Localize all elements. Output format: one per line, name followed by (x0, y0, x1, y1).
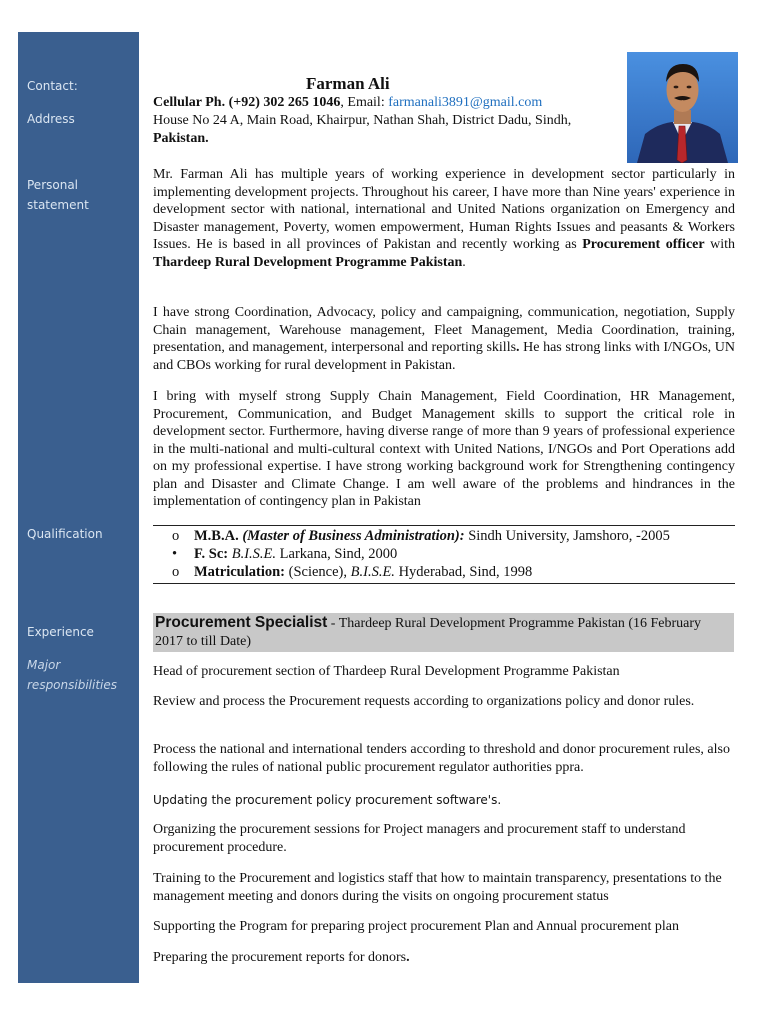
sidebar-experience-label: Experience (27, 625, 94, 639)
bullet-icon: o (172, 564, 180, 580)
statement-p2-dot: . (516, 340, 520, 355)
profile-photo (627, 52, 738, 163)
responsibility-item: Supporting the Program for preparing project procurement Plan and Annual procurement plan (153, 919, 680, 934)
responsibility-last-dot: . (406, 950, 410, 965)
email-label: , Email: (340, 95, 389, 110)
sidebar-qualification-label: Qualification (27, 527, 103, 541)
address-country: Pakistan. (153, 130, 209, 146)
statement-paragraph-3: I bring with myself strong Supply Chain Management, Field Coordination, HR Management, Procurement, Communication, and Budget Management skills to support the critical role in development sector. Furthermore, having diverse range of more than 9 years of professional experience in the multi-national and multi-cultural context with United Nations, I/NGOs and Port Operations add on my professional expertise. I have strong working background work for Strengthening contingency plan and Disaster and Climate Change. I am well aware of the problems and hindrances in the implementation of contingency plan in Pakistan (153, 389, 735, 509)
responsibility-item: Organizing the procurement sessions for Project managers and procurement staff to understand procurement procedure. (153, 822, 686, 855)
responsibility-item: Head of procurement section of Thardeep Rural Development Programme Pakistan (153, 664, 620, 679)
statement-p2-text: I have strong Coordination, Advocacy, policy and campaigning, communication, negotiation, Supply Chain management, Warehouse management, Fleet Management, Media Coordination, training, presentation, and management, interpersonal and reporting skills (153, 305, 735, 355)
qualification-detail-pre: (Science), (285, 564, 351, 580)
statement-p1-with: with (704, 237, 736, 252)
responsibility-item: Training to the Procurement and logistics staff that how to maintain transparency, presentations to the management meeting and donors during the visits on ongoing procurement status (153, 871, 722, 904)
sidebar-address-label: Address (27, 112, 75, 126)
bullet-icon: o (172, 528, 180, 544)
qualification-detail-italic: (Master of Business Administration): (238, 528, 465, 544)
statement-paragraph-1 (153, 166, 735, 271)
statement-p1-end: . (462, 254, 466, 270)
email-link[interactable]: farmanali3891@gmail.com (388, 95, 543, 110)
address-block (153, 112, 623, 147)
bullet-icon: • (172, 546, 178, 562)
qualification-degree: F. Sc: (194, 546, 229, 562)
statement-paragraph-2 (153, 304, 735, 374)
phone: Cellular Ph. (+92) 302 265 1046 (153, 95, 341, 110)
qualification-item (172, 527, 670, 545)
statement-p2-links: He has strong links with I/NGOs, UN and CBOs working for rural development in Pakistan. (153, 340, 735, 373)
address-line: House No 24 A, Main Road, Khairpur, Nathan Shah, District Dadu, Sindh, (153, 113, 572, 128)
qualification-top-rule (153, 525, 735, 526)
responsibility-item (153, 949, 735, 967)
qualification-detail: Sindh University, Jamshoro, -2005 (464, 528, 670, 544)
qualification-detail: Hyderabad, Sind, 1998 (394, 564, 533, 580)
candidate-name: Farman Ali (306, 74, 390, 93)
responsibility-last-text: Preparing the procurement reports for donors (153, 950, 407, 965)
qualification-detail-italic: B.I.S.E. (350, 564, 395, 580)
sidebar-contact-label: Contact: (27, 79, 78, 93)
qualification-degree: M.B.A. (194, 528, 239, 544)
qualification-bottom-rule (153, 583, 735, 584)
qualification-degree: Matriculation: (194, 564, 286, 580)
responsibility-item: Review and process the Procurement requests according to organizations policy and donor rules. (153, 694, 695, 709)
qualification-detail: Larkana, Sind, 2000 (276, 546, 398, 562)
job-org-dates: - Thardeep Rural Development Programme Pakistan (16 February 2017 to till Date) (155, 616, 702, 649)
sidebar-major-responsibilities-label: Major responsibilities (27, 658, 118, 692)
statement-p1-org: Thardeep Rural Development Programme Pakistan (153, 254, 463, 270)
responsibility-item: Updating the procurement policy procurement software's. (153, 793, 502, 807)
statement-p1-text: Mr. Farman Ali has multiple years of working experience in development sector particularly in implementing development projects. Throughout his career, I have more than Nine years' experience in development sector with national, international and United Nations organization on Emergency and Disaster management, Poverty, women empowerment, Human Rights Issues and peasants & Workers Issues. He is based in all provinces of Pakistan and recently working as (153, 167, 735, 252)
sidebar-personal-statement-label: Personal statement (27, 178, 89, 212)
job-heading (153, 613, 734, 652)
qualification-detail-italic: B.I.S.E. (228, 546, 277, 562)
qualification-item (172, 545, 397, 563)
qualification-item (172, 563, 532, 581)
job-title: Procurement Specialist (155, 614, 328, 631)
responsibility-item: Process the national and international tenders according to threshold and donor procurement rules, also following the rules of national public procurement regulator authorities ppra. (153, 742, 730, 775)
statement-p1-role: Procurement officer (582, 237, 705, 252)
